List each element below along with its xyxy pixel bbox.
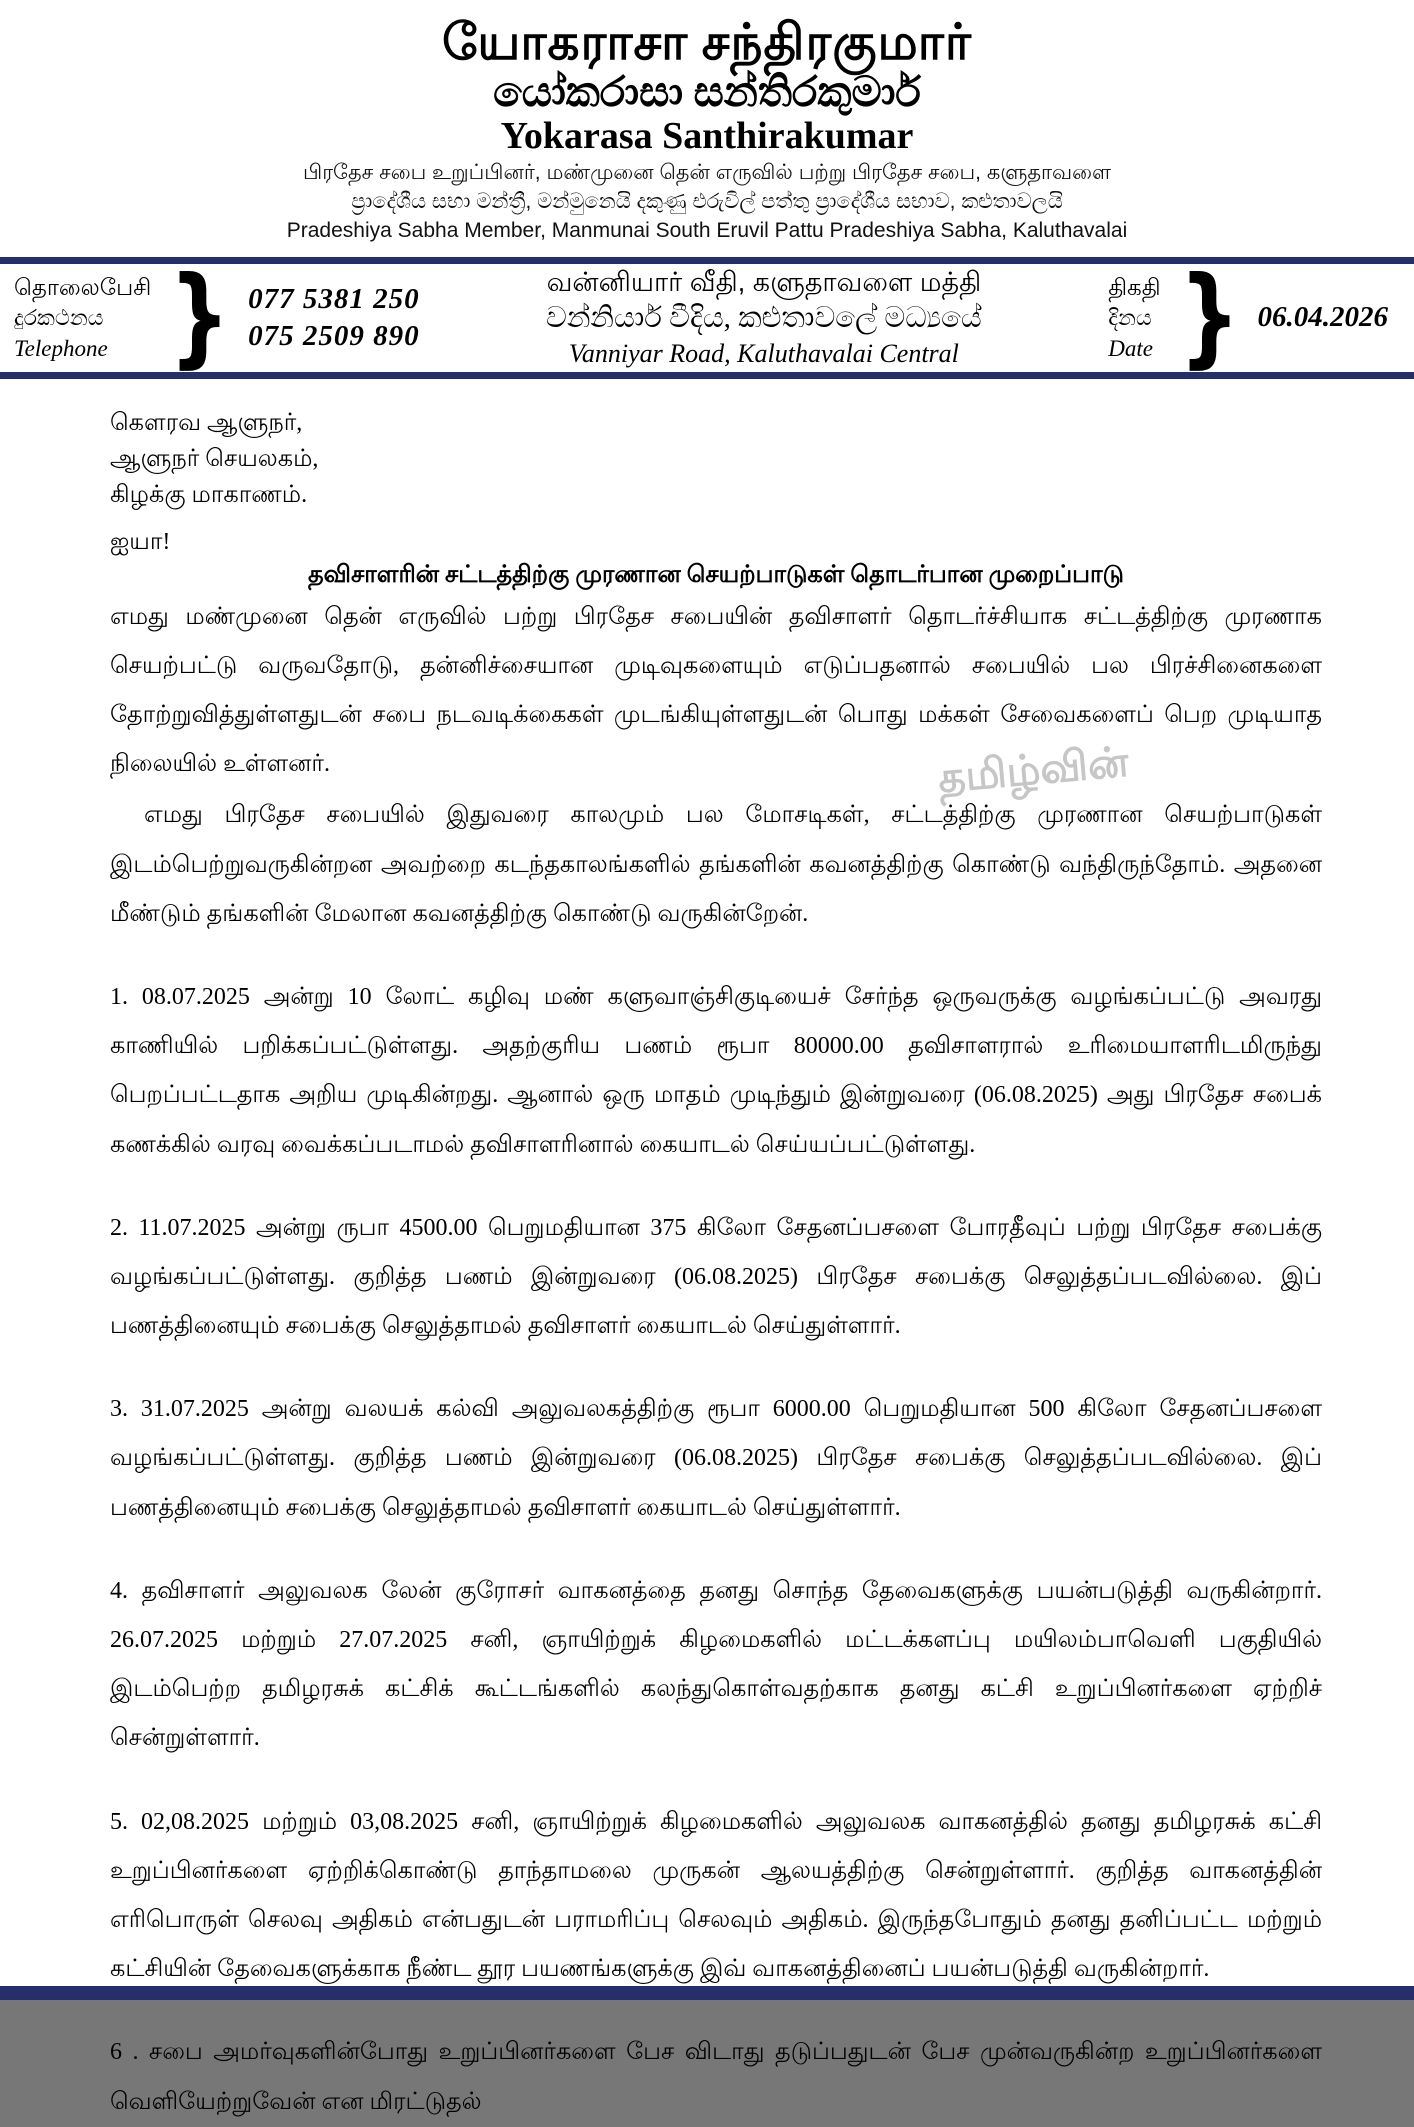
brace-icon: }	[168, 254, 231, 380]
sender-title-sinhala: ප්‍රාදේශීය සභා මන්ත්‍රී, මන්මුනෙයි දකුණු එරුවිල් පත්තු ප්‍රාදේශීය සභාව, කළුතාවලයි	[351, 190, 1063, 214]
brace-icon: }	[1178, 254, 1240, 380]
tamilwin-watermark: தமிழ்வின்	[936, 737, 1131, 802]
subject-line: தவிசாளரின் சட்டத்திற்கு முரணான செயற்பாடுகள் தொடர்பான முறைப்பாடு	[308, 561, 1124, 588]
sender-title-english: Pradeshiya Sabha Member, Manmunai South Eruvil Pattu Pradeshiya Sabha, Kaluthavalai	[286, 219, 1128, 243]
body-paragraph: எமது மண்முனை தென் எருவில் பற்று பிரதேச சபையின் தவிசாளர் தொடர்ச்சியாக சட்டத்திற்கு முரணாக செயற்பட்டு வருவதோடு, தன்னிச்சையான முடிவுகளையும் எடுப்பதனால் சபையில் பல பிரச்சினைகளை தோற்றுவித்துள்ளதுடன் சபை நடவடிக்கைகள் முடங்கியுள்ளதுடன் பொது மக்கள் சேவைகளைப் பெற முடியாத நிலையில் உள்ளனர்.	[110, 603, 1323, 778]
telephone-block	[14, 254, 420, 380]
telephone-label-sinhala: දුරකථනය	[14, 304, 104, 330]
address-english: Vanniyar Road, Kaluthavalai Central	[568, 338, 959, 368]
body-paragraph: எமது பிரதேச சபையில் இதுவரை காலமும் பல மோசடிகள், சட்டத்திற்கு முரணான செயற்பாடுகள் இடம்பெற்றுவருகின்றன அவற்றை கடந்தகாலங்களில் தங்களின் கவனத்திற்கு கொண்டு வந்திருந்தோம். அதனை மீண்டும் தங்களின் மேலான கவனத்திற்கு கொண்டு வருகின்றேன்.	[110, 802, 1322, 927]
date-block	[1108, 254, 1388, 380]
recipient-line: கௌரவ ஆளுநர்,	[110, 409, 303, 436]
date-value: 06.04.2026	[1257, 301, 1388, 334]
sender-name-english: Yokarasa Santhirakumar	[500, 115, 914, 158]
recipient-line: கிழக்கு மாகாணம்.	[110, 481, 308, 508]
letterhead	[0, 0, 1414, 245]
date-label-tamil: திகதி	[1108, 274, 1161, 300]
address-tamil: வன்னியார் வீதி, களுதாவளை மத்தி	[546, 267, 982, 298]
recipient-address	[110, 405, 1322, 513]
complaint-item-5: 5. 02,08.2025 மற்றும் 03,08.2025 சனி, ஞாயிற்றுக் கிழமைகளில் அலுவலக வாகனத்தில் தனது தமிழரசுக் கட்சி உறுப்பினர்களை ஏற்றிக்கொண்டு தாந்தாமலை முருகன் ஆலயத்திற்கு சென்றுள்ளார். குறித்த வாகனத்தின் எரிபொருள் செலவு அதிகம் என்பதுடன் பராமரிப்பு செலவும் அதிகம். இருந்தபோதும் தனது தனிப்பட்ட மற்றும் கட்சியின் தேவைகளுக்காக நீண்ட தூர பயணங்களுக்கு இவ் வாகனத்தினைப் பயன்படுத்தி வருகின்றார்.	[110, 1808, 1322, 1983]
phone-number-2: 075 2509 890	[248, 319, 420, 352]
telephone-label-english: Telephone	[14, 335, 108, 361]
complaint-item-3: 3. 31.07.2025 அன்று வலயக் கல்வி அலுவலகத்திற்கு ரூபா 6000.00 பெறுமதியான 500 கிலோ சேதனப்பசளை வழங்கப்பட்டுள்ளது. குறித்த பணம் இன்றுவரை (06.08.2025) பிரதேச சபைக்கு செலுத்தப்படவில்லை. இப் பணத்தினையும் சபைக்கு செலுத்தாமல் தவிசாளர் கையாடல் செய்துள்ளார்.	[110, 1396, 1322, 1521]
letter-body	[0, 379, 1414, 2127]
recipient-line: ஆளுநர் செயலகம்,	[110, 445, 319, 472]
complaint-item-4: 4. தவிசாளர் அலுவலக லேன் குரோசர் வாகனத்தை தனது சொந்த தேவைகளுக்கு பயன்படுத்தி வருகின்றார். 26.07.2025 மற்றும் 27.07.2025 சனி, ஞாயிற்றுக் கிழமைகளில் மட்டக்களப்பு மயிலம்பாவெளி பகுதியில் இடம்பெற்ற தமிழரசுக் கட்சிக் கூட்டங்களில் கலந்துகொள்வதற்காக தனது கட்சி உறுப்பினர்களை ஏற்றிச் சென்றுள்ளார்.	[110, 1577, 1323, 1752]
contact-band	[0, 254, 1414, 380]
phone-numbers	[248, 281, 420, 354]
sender-name-tamil: யோகராசா சந்திரகுமார்	[442, 14, 972, 70]
complaint-item-2: 2. 11.07.2025 அன்று ருபா 4500.00 பெறுமதியான 375 கிலோ சேதனப்பசளை போரதீவுப் பற்று பிரதேச சபைக்கு வழங்கப்பட்டுள்ளது. குறித்த பணம் இன்றுவரை (06.08.2025) பிரதேச சபைக்கு செலுத்தப்படவில்லை. இப் பணத்தினையும் சபைக்கு செலுத்தாமல் தவிசாளர் கையாடல் செய்துள்ளார்.	[110, 1214, 1322, 1340]
complaint-item-6: 6 . சபை அமர்வுகளின்போது உறுப்பினர்களை பேச விடாது தடுப்பதுடன் பேச முன்வருகின்ற உறுப்பினர்களை வெளியேற்றுவேன் என மிரட்டுதல்	[110, 2039, 1322, 2115]
telephone-labels	[14, 272, 151, 364]
footer-bar	[0, 1986, 1414, 2000]
date-labels	[1108, 272, 1160, 364]
address-sinhala: වන්නියාර් වීදිය, කළුතාවලේ මධ්‍යයේ	[546, 301, 982, 334]
complaint-item-1: 1. 08.07.2025 அன்று 10 லோட் கழிவு மண் களுவாஞ்சிகுடியைச் சேர்ந்த ஒருவருக்கு வழங்கப்பட்டு அவரது காணியில் பறிக்கப்பட்டுள்ளது. அதற்குரிய பணம் ரூபா 80000.00 தவிசாளரால் உரிமையாளரிடமிருந்து பெறப்பட்டதாக அறிய முடிகின்றது. ஆனால் ஒரு மாதம் முடிந்தும் இன்றுவரை (06.08.2025) அது பிரதேச சபைக் கணக்கில் வரவு வைக்கப்படாமல் தவிசாளரினால் கையாடல் செய்யப்பட்டுள்ளது.	[110, 983, 1322, 1158]
date-label-sinhala: දිනය	[1108, 304, 1152, 330]
salutation: ஐயா!	[110, 528, 171, 555]
telephone-label-tamil: தொலைபேசி	[14, 274, 152, 300]
phone-number-1: 077 5381 250	[248, 283, 420, 316]
address-block	[420, 265, 1109, 370]
sender-title-tamil: பிரதேச சபை உறுப்பினர், மண்முனை தென் எருவில் பற்று பிரதேச சபை, களுதாவளை	[303, 160, 1111, 184]
date-label-english: Date	[1108, 335, 1153, 361]
sender-name-sinhala: යෝකරාසා සන්තිරකුමාර්	[493, 70, 921, 116]
